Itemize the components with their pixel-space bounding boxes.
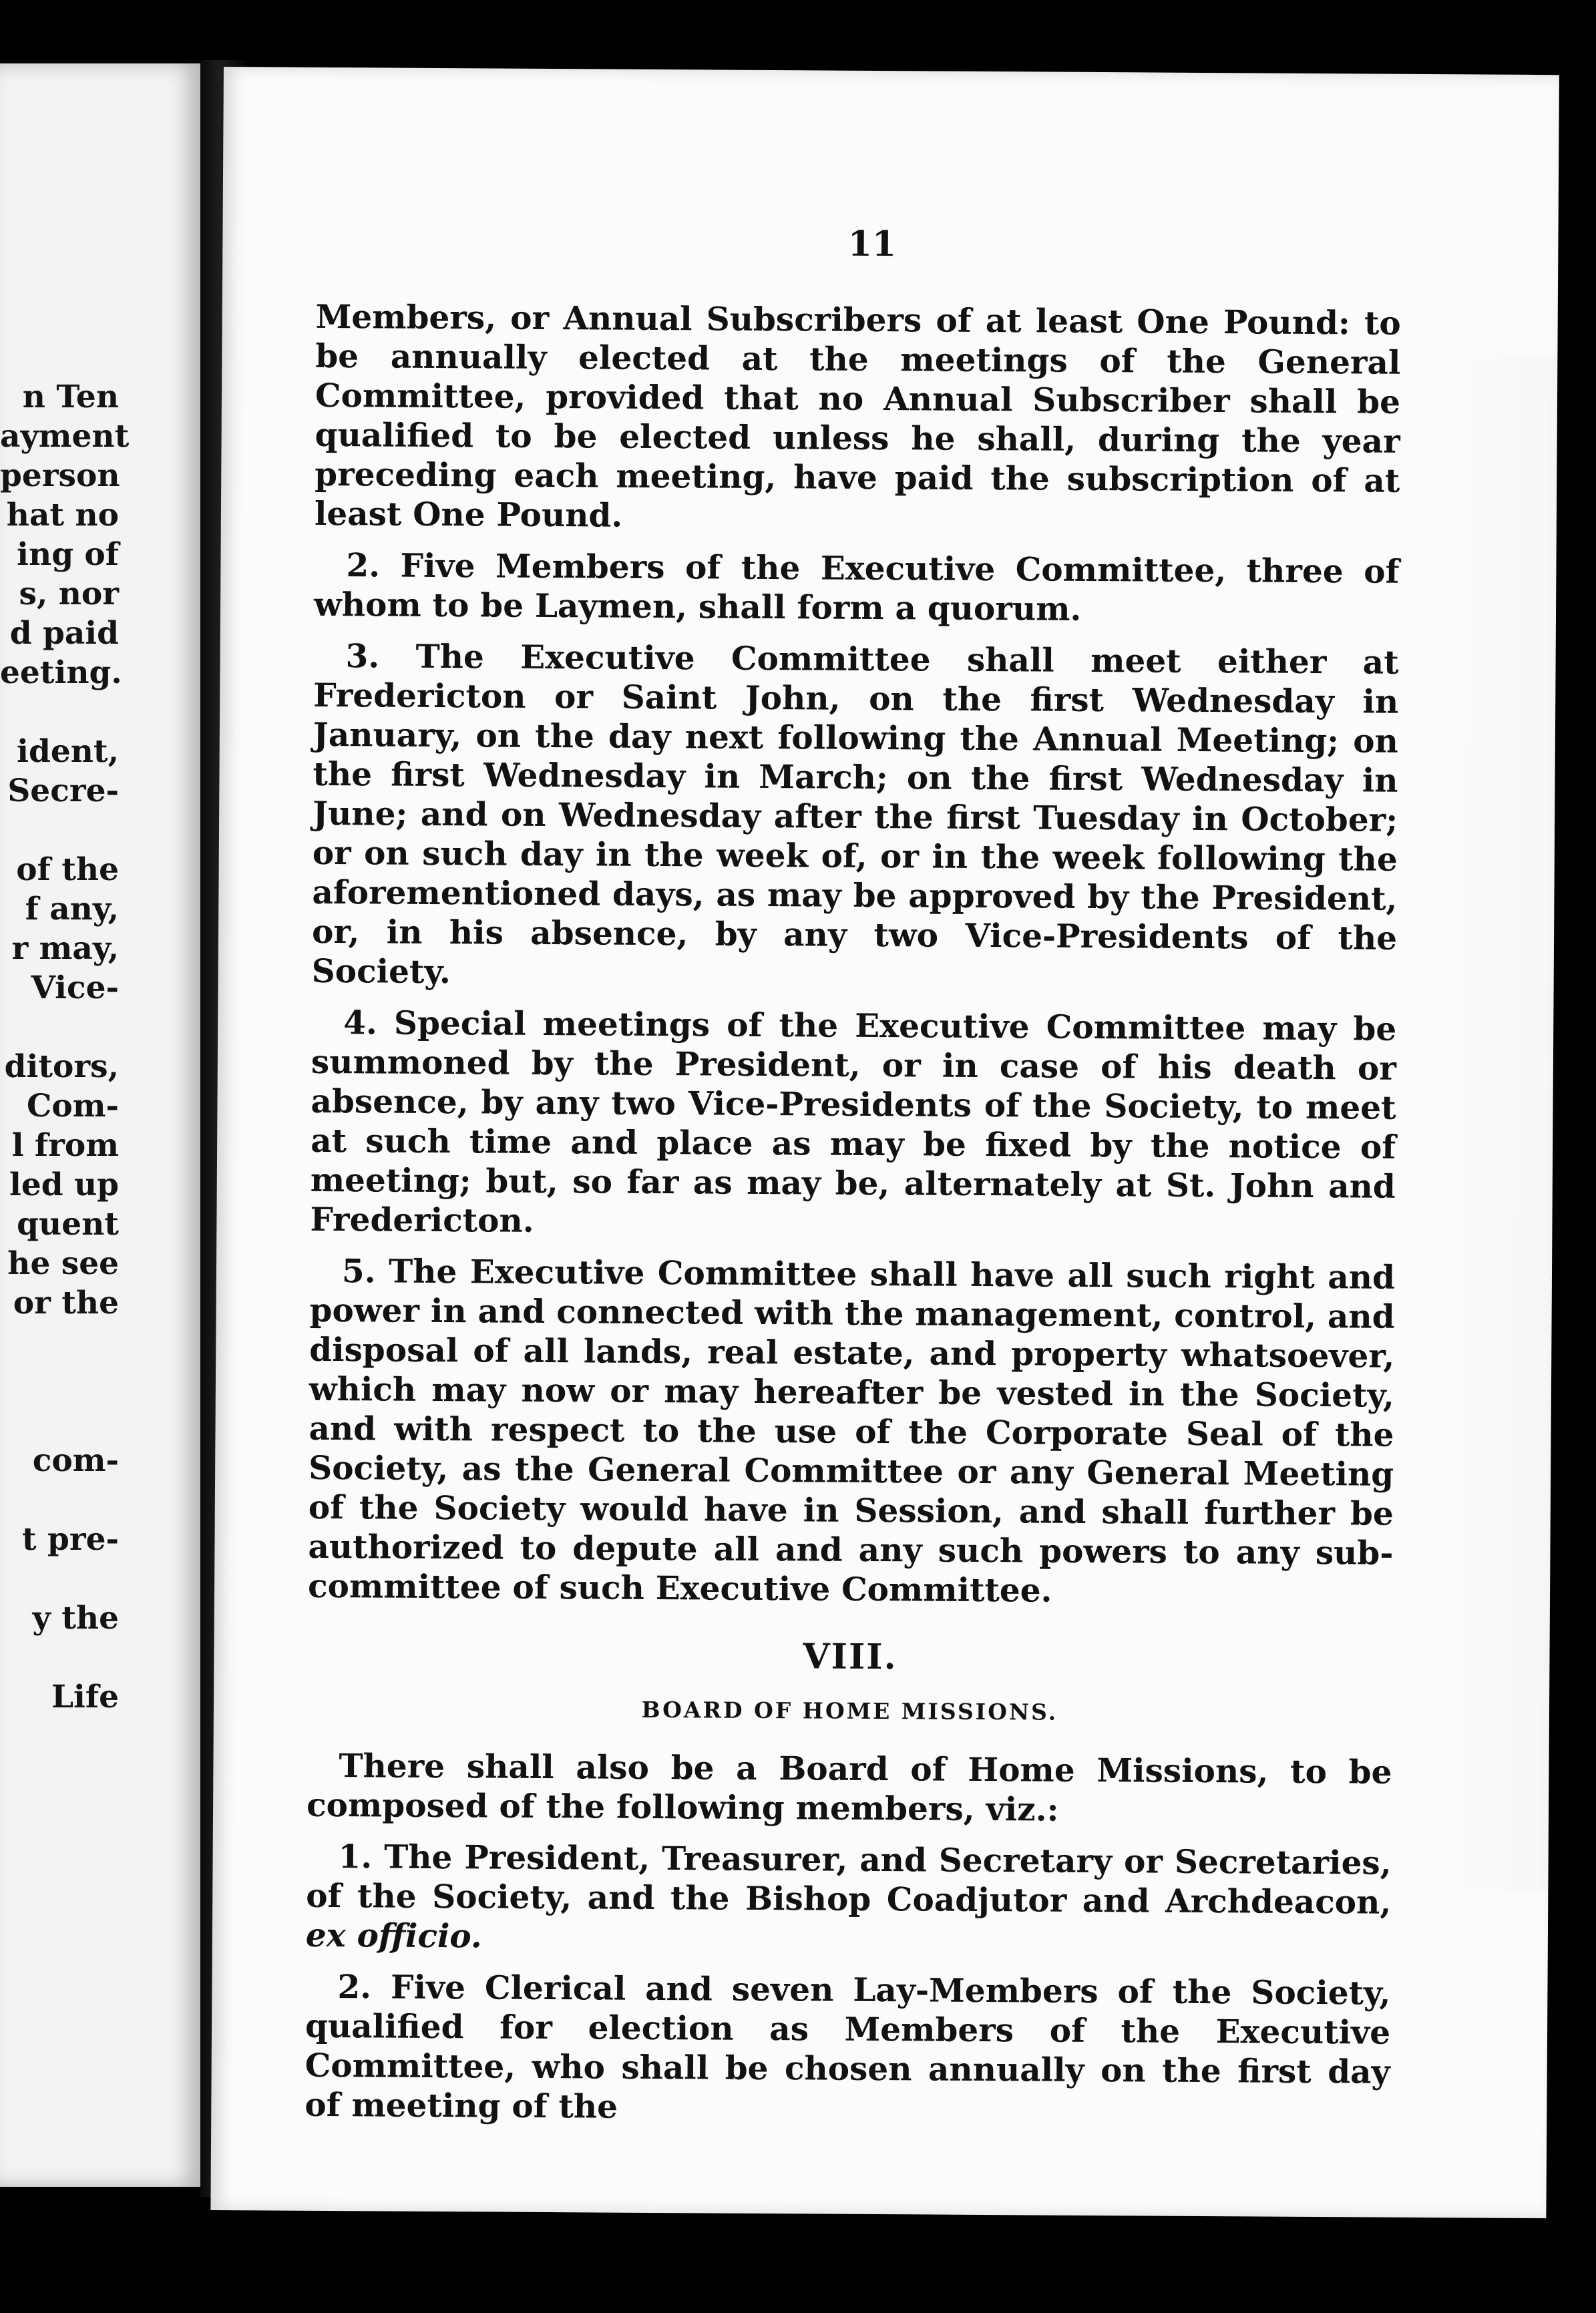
- left-page-line: com-: [32, 1442, 119, 1479]
- left-page-line: f any,: [25, 891, 119, 927]
- left-page-line: [0, 1638, 119, 1677]
- left-page-line: or the: [13, 1285, 119, 1321]
- left-page-line: ing of: [17, 536, 119, 573]
- left-page-line: Com-: [27, 1088, 119, 1124]
- left-page-line: Vice-: [31, 970, 119, 1006]
- left-page-line: [0, 1559, 119, 1599]
- left-page-line: d paid: [9, 615, 119, 652]
- paragraph-4: 4. Special meetings of the Executive Committee may be summoned by the President, or in case of his death or absence, by any two Vice-Presidents of the Society, to meet at such time and place as may be fixed by the notice of meeting; but, so far as may be, alternately at St. John and Fredericton.: [310, 1004, 1397, 1240]
- left-page-line: [0, 811, 119, 850]
- left-page-line: [0, 692, 119, 732]
- list-item-1: [306, 1837, 1392, 1962]
- left-page-line: ayment: [0, 418, 130, 455]
- left-page-line: r may,: [11, 930, 119, 967]
- paragraph-5: 5. The Executive Committee shall have all such right and power in and connected with the management, control, and disposal of all lands, real estate, and property whatsoever, which may now or may hereafter be vested in the Society, and with respect to the use of the Corporate Seal of the Society, as the General Committee or any General Meeting of the Society would have in Session, and shall further be authorized to depute all and any such powers to any sub-committee of such Executive Committee.: [307, 1252, 1396, 1610]
- section-intro: There shall also be a Board of Home Missions, to be composed of the following members, viz.:: [306, 1747, 1392, 1829]
- left-page-line: he see: [7, 1245, 119, 1282]
- paragraph-3: 3. The Executive Committee shall meet either at Fredericton or Saint John, on the first Wednesday in January, on the day next following the Annual Meeting; on the first Wednesday in March; on the first Wednesday in June; and on Wednesday after the first Tuesday in October; or on such day in the week of, or in the week following the aforementioned days, as may be approved by the President, or, in his absence, by any two Vice-Presidents of the Society.: [311, 637, 1399, 992]
- left-page-line: n Ten: [22, 379, 119, 415]
- left-page-line: of the: [16, 851, 119, 888]
- list-item-1-italic: ex officio.: [305, 1916, 482, 1956]
- left-page-line: person: [0, 457, 120, 494]
- bleed-through-shade: [1448, 355, 1557, 1891]
- list-item-1-text: 1. The President, Treasurer, and Secretary or Secretaries, of the Society, and the Bishop Coadjutor and Archdeacon,: [306, 1838, 1392, 1922]
- left-page-line: Life: [51, 1679, 119, 1715]
- page-number: 11: [847, 223, 897, 265]
- left-page-line: led up: [9, 1167, 119, 1203]
- section-number: VIII.: [803, 1636, 897, 1678]
- left-page-line: [0, 1323, 119, 1362]
- left-page-line: Secre-: [7, 773, 119, 809]
- section-title: BOARD OF HOME MISSIONS.: [641, 1696, 1058, 1725]
- left-page-line: [0, 1362, 119, 1402]
- left-page-line: t pre-: [21, 1521, 119, 1558]
- list-item-2: 2. Five Clerical and seven Lay-Members of the Society, qualified for election as Members of the Executive Committee, who shall be chosen annually on the first day of meeting of the: [305, 1968, 1391, 2126]
- left-page-line: eeting.: [0, 654, 122, 691]
- left-page-line: hat no: [6, 497, 119, 534]
- left-page-line: ditors,: [4, 1048, 119, 1085]
- left-page-line: ident,: [17, 733, 119, 770]
- left-page-line: y the: [32, 1600, 119, 1637]
- left-page-line: [0, 1480, 119, 1520]
- left-page-text: [0, 377, 130, 1717]
- left-page-line: [0, 1402, 119, 1441]
- main-page: [210, 67, 1559, 2218]
- paragraph-2: 2. Five Members of the Executive Committee, three of whom to be Laymen, shall form a quorum.: [313, 546, 1400, 628]
- left-page-line: quent: [17, 1206, 119, 1243]
- page-content: [305, 221, 1401, 2143]
- left-facing-page: [0, 63, 200, 2187]
- left-page-line: [0, 1008, 119, 1047]
- left-page-line: l from: [11, 1127, 119, 1164]
- paragraph-intro: Members, or Annual Subscribers of at least One Pound: to be annually elected at the meetings of the General Committee, provided that no Annual Subscriber shall be qualified to be elected unless he shall, during the year preceding each meeting, have paid the subscription of at least One Pound.: [314, 297, 1401, 535]
- left-page-line: s, nor: [19, 576, 119, 612]
